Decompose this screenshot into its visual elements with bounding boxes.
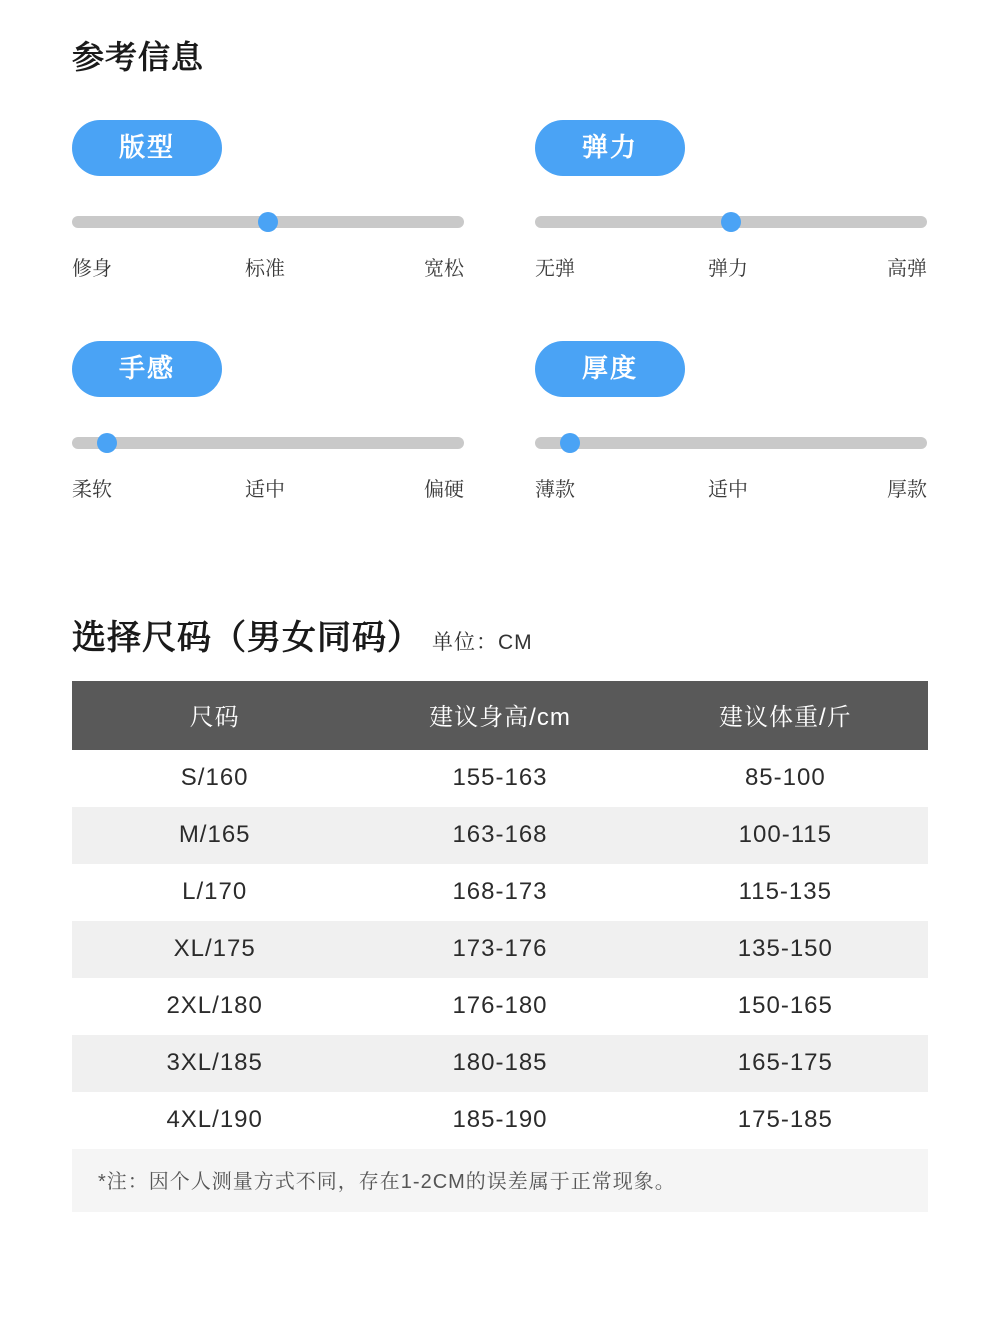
- cell-weight: 135-150: [737, 935, 833, 962]
- attribute-block-fit: [72, 120, 464, 281]
- size-section-header: [0, 610, 1000, 659]
- slider-label-fit-0: 修身: [72, 258, 112, 280]
- slider-label-elasticity-1: 弹力: [708, 258, 748, 280]
- table-row: [72, 1092, 928, 1149]
- cell-height: 176-180: [452, 992, 548, 1019]
- cell-size: L/170: [182, 878, 248, 905]
- cell-height: 163-168: [452, 821, 548, 848]
- column-header-height: 建议身高/cm: [357, 681, 642, 750]
- cell-height: 180-185: [452, 1049, 548, 1076]
- table-row: [72, 864, 928, 921]
- cell-size: 4XL/190: [166, 1106, 263, 1133]
- slider-labels-thickness: [535, 473, 927, 502]
- cell-size: M/165: [178, 821, 251, 848]
- cell-weight: 85-100: [744, 764, 826, 791]
- attribute-label-feel: 手感: [72, 341, 222, 397]
- slider-labels-fit: [72, 252, 464, 281]
- cell-weight: 115-135: [738, 878, 832, 905]
- cell-height: 168-173: [452, 878, 548, 905]
- cell-size: S/160: [180, 764, 249, 791]
- slider-label-thickness-1: 适中: [708, 479, 748, 501]
- table-row: [72, 1035, 928, 1092]
- table-row: [72, 921, 928, 978]
- table-header-row: [72, 681, 928, 750]
- attribute-block-elasticity: [535, 120, 927, 281]
- cell-size: 2XL/180: [166, 992, 263, 1019]
- slider-label-fit-2: 宽松: [424, 258, 464, 280]
- size-note: *注：因个人测量方式不同，存在1-2CM的误差属于正常现象。: [72, 1149, 928, 1212]
- size-section-title: 选择尺码（男女同码）: [72, 619, 422, 657]
- slider-label-fit-1: 标准: [245, 258, 285, 280]
- cell-size: XL/175: [173, 935, 256, 962]
- column-header-size: 尺码: [72, 681, 357, 750]
- slider-elasticity[interactable]: [535, 216, 927, 230]
- attribute-label-thickness: 厚度: [535, 341, 685, 397]
- slider-feel[interactable]: [72, 437, 464, 451]
- attribute-block-feel: [72, 341, 464, 502]
- table-row: [72, 807, 928, 864]
- slider-label-feel-1: 适中: [245, 479, 285, 501]
- slider-labels-feel: [72, 473, 464, 502]
- table-body: [72, 750, 928, 1212]
- cell-size: 3XL/185: [166, 1049, 263, 1076]
- page-title: 参考信息: [72, 39, 205, 75]
- attribute-grid: [0, 120, 1000, 502]
- cell-weight: 100-115: [738, 821, 832, 848]
- slider-label-thickness-2: 厚款: [887, 479, 927, 501]
- cell-height: 173-176: [452, 935, 548, 962]
- cell-height: 185-190: [452, 1106, 548, 1133]
- slider-label-elasticity-2: 高弹: [887, 258, 927, 280]
- table-note-row: [72, 1149, 928, 1212]
- bottom-spacer: [0, 1212, 1000, 1302]
- slider-fit[interactable]: [72, 216, 464, 230]
- slider-label-elasticity-0: 无弹: [535, 258, 575, 280]
- slider-label-feel-2: 偏硬: [424, 479, 464, 501]
- column-header-weight: 建议体重/斤: [643, 681, 928, 750]
- attribute-label-elasticity: 弹力: [535, 120, 685, 176]
- attribute-block-thickness: [535, 341, 927, 502]
- slider-knob-fit[interactable]: [258, 212, 278, 232]
- size-table: [72, 681, 928, 1212]
- size-unit-label: 单位：CM: [432, 631, 533, 654]
- cell-weight: 175-185: [737, 1106, 833, 1133]
- cell-height: 155-163: [452, 764, 548, 791]
- table-row: [72, 978, 928, 1035]
- cell-weight: 165-175: [737, 1049, 833, 1076]
- slider-thickness[interactable]: [535, 437, 927, 451]
- slider-knob-feel[interactable]: [97, 433, 117, 453]
- slider-labels-elasticity: [535, 252, 927, 281]
- slider-track-thickness: [535, 437, 927, 449]
- slider-track-feel: [72, 437, 464, 449]
- table-row: [72, 750, 928, 807]
- cell-weight: 150-165: [737, 992, 833, 1019]
- slider-knob-thickness[interactable]: [560, 433, 580, 453]
- slider-knob-elasticity[interactable]: [721, 212, 741, 232]
- attribute-label-fit: 版型: [72, 120, 222, 176]
- slider-label-thickness-0: 薄款: [535, 479, 575, 501]
- slider-label-feel-0: 柔软: [72, 479, 112, 501]
